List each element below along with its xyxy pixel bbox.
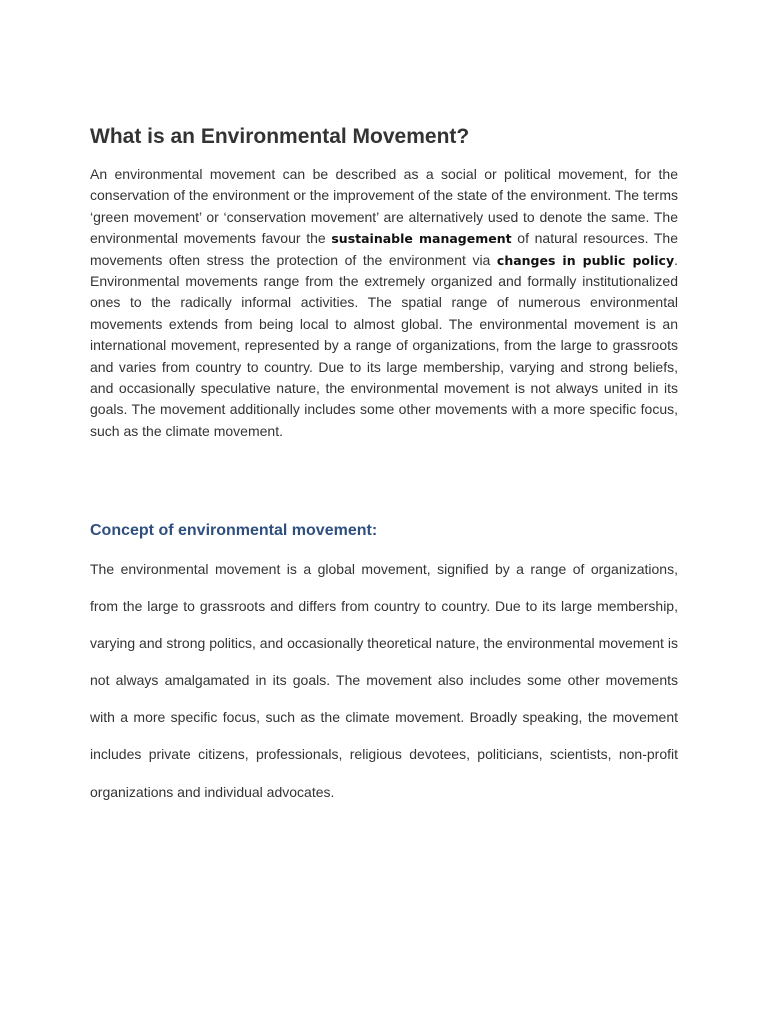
intro-text-segment-1: An environmental movement can be described as a social or political movement, for the conservation of the environment or the improvement of the state of the environment. The terms ‘green movement’ or ‘conservation movement’ are alternatively used to denote the same. The environmental movements favour the [90, 166, 678, 247]
page-title: What is an Environmental Movement? [90, 125, 470, 148]
document-page [90, 0, 678, 1024]
section-paragraph: The environmental movement is a global movement, signified by a range of organizations, from the large to grassroots and differs from country to country. Due to its large membership, varying and strong politics, and occasionally theoretical nature, the environmental movement is not always amalgamated in its goals. The movement also includes some other movements with a more specific focus, such as the climate movement. Broadly speaking, the movement includes private citizens, professionals, religious devotees, politicians, scientists, non-profit organizations and individual advocates. [90, 561, 678, 800]
intro-text-segment-3: . Environmental movements range from the extremely organized and formally institutionalized ones to the radically informal activities. The spatial range of numerous environmental movements extends from being local to almost global. The environmental movement is an international movement, represented by a range of organizations, from the large to grassroots and varies from country to country. Due to its large membership, varying and strong beliefs, and occasionally speculative nature, the environmental movement is not always united in its goals. The movement additionally includes some other movements with a more specific focus, such as the climate movement. [90, 251, 678, 439]
bold-term-changes-in-public-policy: changes in public policy [496, 252, 675, 268]
bold-term-sustainable-management: sustainable management [331, 231, 512, 247]
intro-text-segment-2: of natural resources. The movements often stress the protection of the environment via [90, 230, 678, 268]
intro-paragraph [90, 164, 678, 442]
section-heading: Concept of environmental movement: [90, 522, 378, 539]
